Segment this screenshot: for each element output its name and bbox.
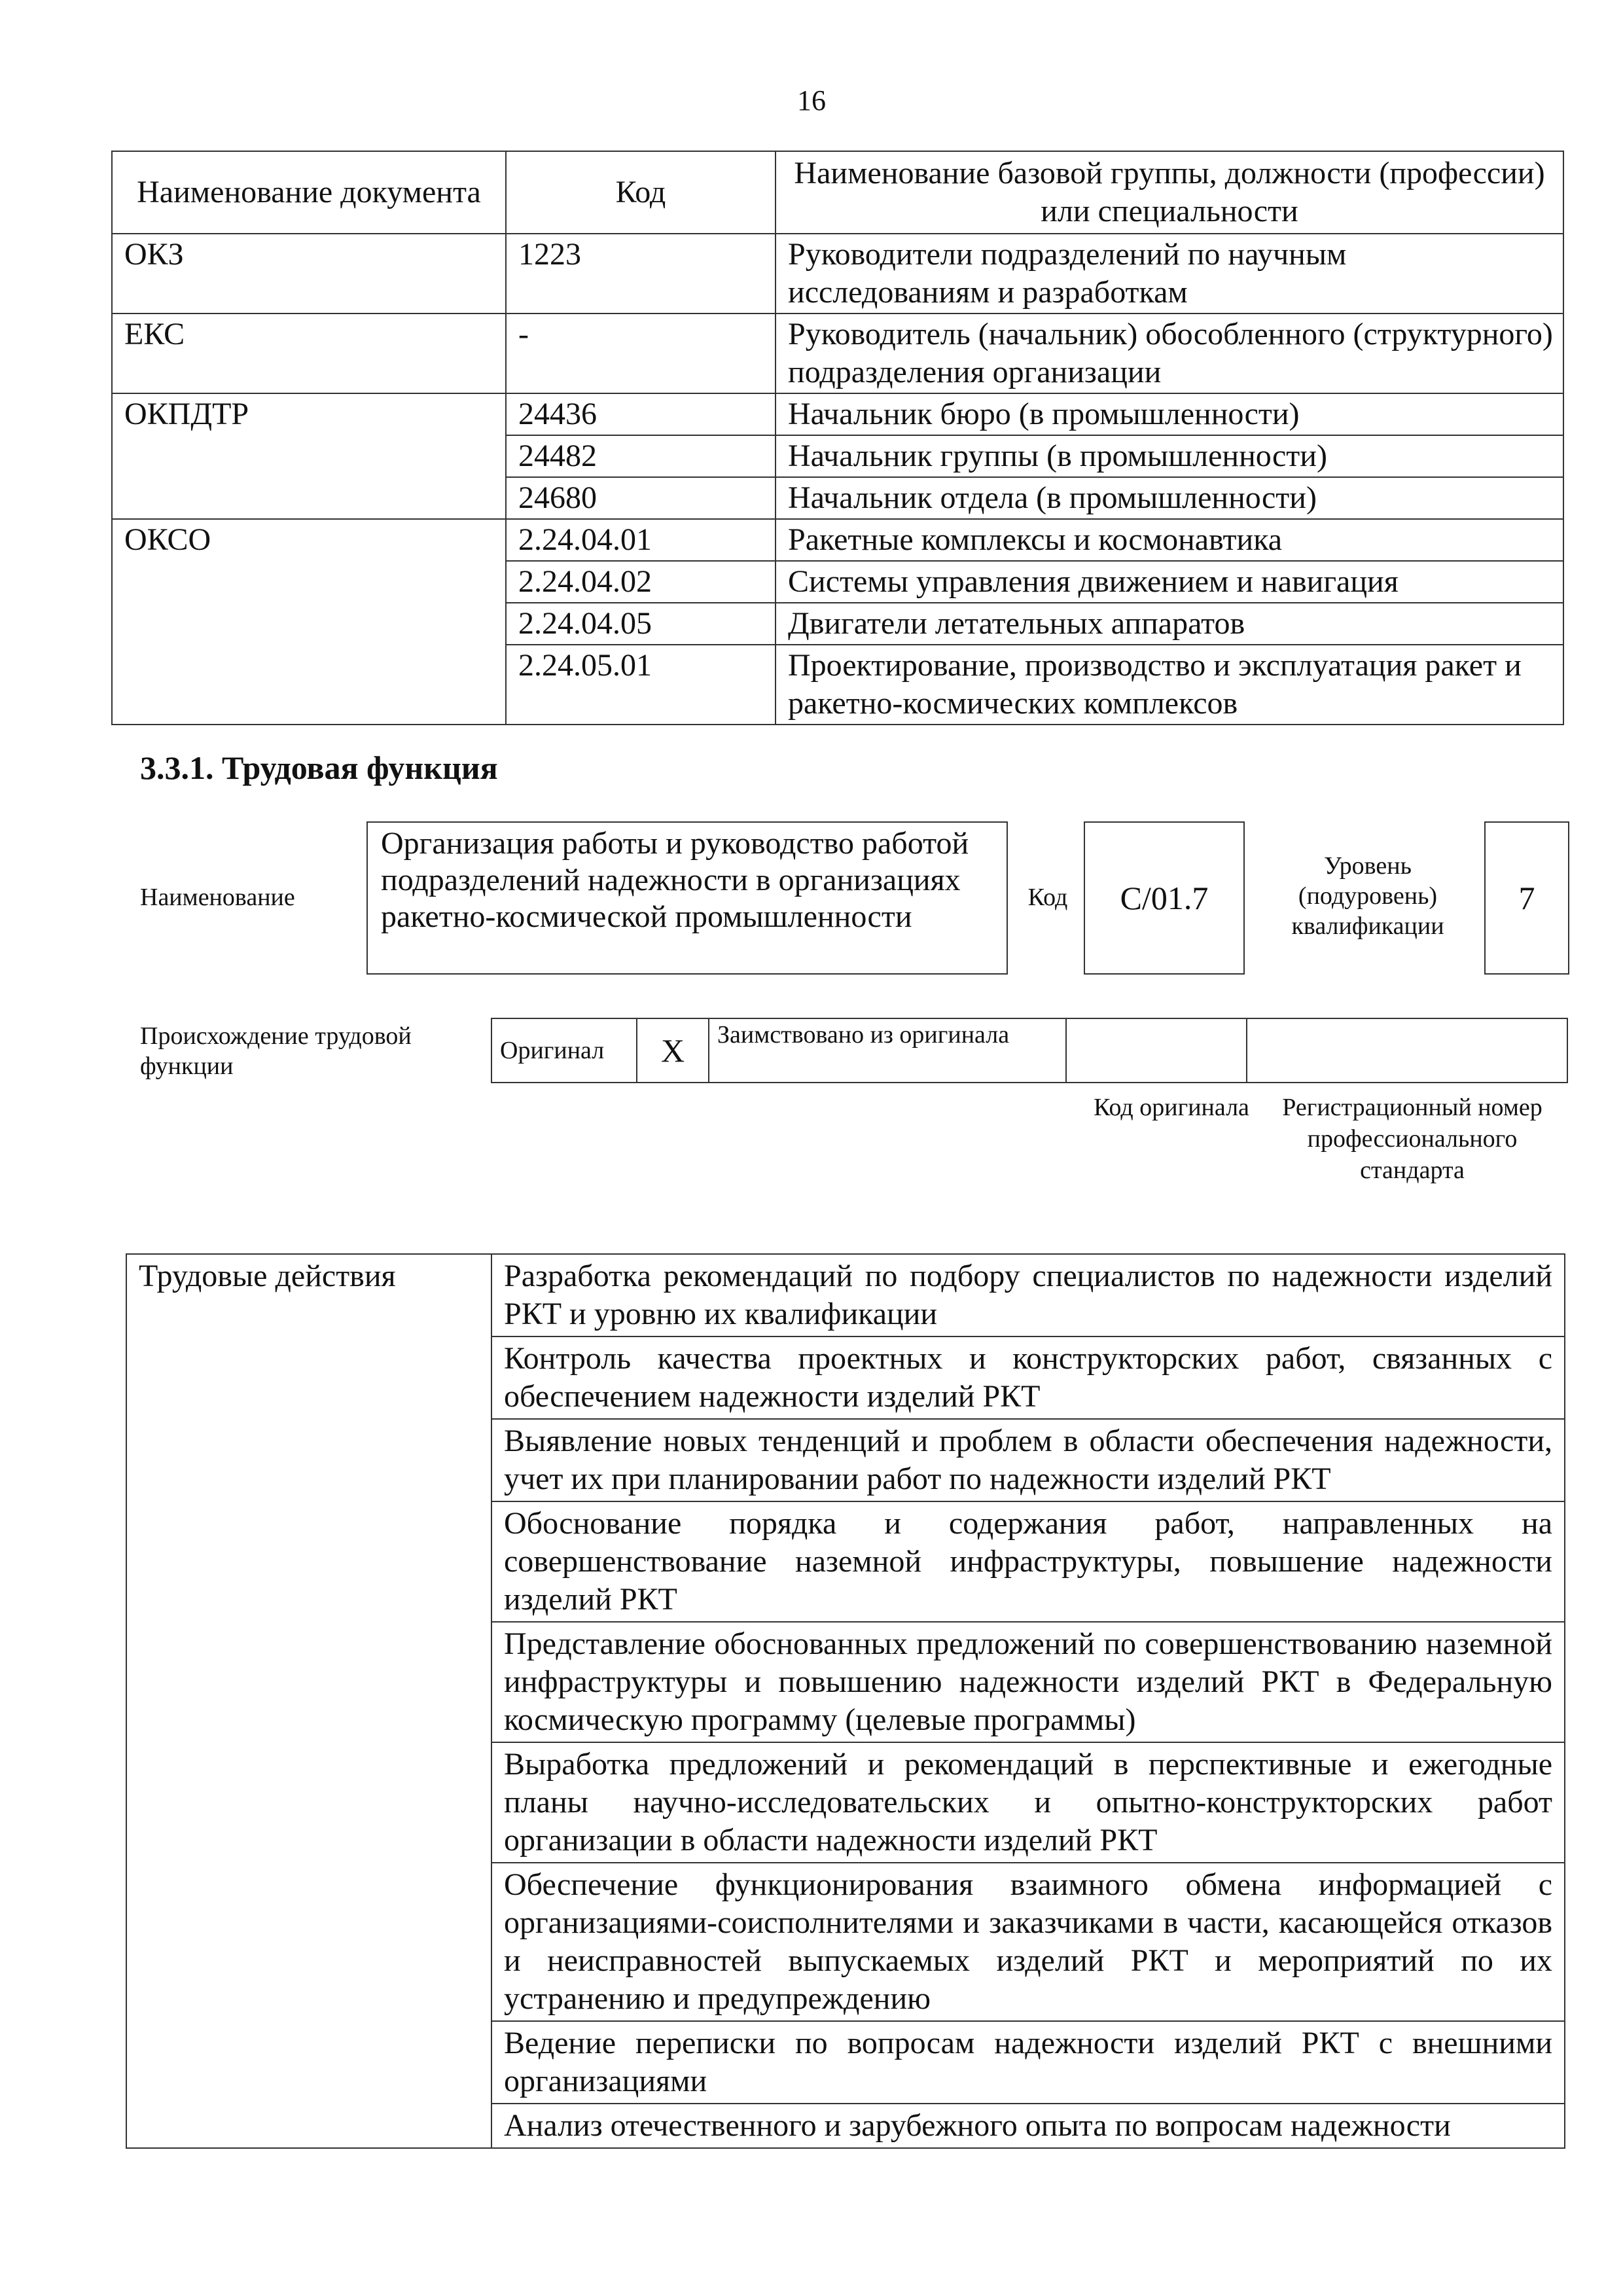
code-cell: 1223 — [506, 234, 776, 314]
doc-cell: ОКСО — [112, 519, 506, 725]
table-row — [112, 314, 1563, 393]
code-cell: 2.24.04.05 — [506, 603, 776, 645]
original-code-cell — [1066, 1018, 1247, 1083]
name-cell: Руководители подразделений по научным исследованиям и разработкам — [776, 234, 1563, 314]
code-cell: 24436 — [506, 393, 776, 435]
doc-cell: ОКЗ — [112, 234, 506, 314]
name-cell: Проектирование, производство и эксплуатация ракет и ракетно-космических комплексов — [776, 645, 1563, 725]
registration-number-cell — [1247, 1018, 1567, 1083]
header-document-name: Наименование документа — [112, 151, 506, 234]
code-label: Код — [1027, 884, 1068, 911]
doc-cell: ЕКС — [112, 314, 506, 393]
doc-cell: ОКПДТР — [112, 393, 506, 519]
function-name-box: Организация работы и руководство работой подразделений надежности в организациях ракетно-космической промышленности — [366, 821, 1008, 975]
classification-table — [111, 151, 1564, 725]
origin-label: Происхождение трудовой функции — [140, 1022, 412, 1080]
labor-action: Обоснование порядка и содержания работ, направленных на совершенствование наземной инфраструктуры, повышение надежности изделий РКТ — [491, 1501, 1565, 1622]
code-caption: Код оригинала — [1094, 1094, 1249, 1121]
header-group-name: Наименование базовой группы, должности (профессии) или специальности — [776, 151, 1563, 234]
name-label: Наименование — [140, 884, 295, 911]
code-cell: - — [506, 314, 776, 393]
page-number: 16 — [797, 84, 826, 117]
table-row — [112, 519, 1563, 561]
code-cell: 2.24.04.01 — [506, 519, 776, 561]
borrowed-label: Заимствовано из оригинала — [709, 1018, 1066, 1083]
labor-action: Анализ отечественного и зарубежного опыта по вопросам надежности — [491, 2104, 1565, 2148]
labor-action: Разработка рекомендаций по подбору специалистов по надежности изделий РКТ и уровню их квалификации — [491, 1254, 1565, 1336]
name-cell: Ракетные комплексы и космонавтика — [776, 519, 1563, 561]
labor-action: Выработка предложений и рекомендаций в перспективные и ежегодные планы научно-исследовательских и опытно-конструкторских работ организации в области надежности изделий РКТ — [491, 1742, 1565, 1863]
labor-actions-table — [126, 1253, 1565, 2149]
table-row — [112, 234, 1563, 314]
function-code-box: С/01.7 — [1084, 821, 1245, 975]
code-cell: 2.24.04.02 — [506, 561, 776, 603]
name-cell: Двигатели летательных аппаратов — [776, 603, 1563, 645]
labor-action: Обеспечение функционирования взаимного обмена информацией с организациями-соисполнителями и заказчиками в части, касающейся отказов и неисправностей выпускаемых изделий РКТ и мероприятий по их устранению и предупреждению — [491, 1863, 1565, 2021]
origin-row — [491, 1018, 1567, 1083]
labor-action: Контроль качества проектных и конструкторских работ, связанных с обеспечением надежности изделий РКТ — [491, 1336, 1565, 1419]
table-header-row — [112, 151, 1563, 234]
code-cell: 2.24.05.01 — [506, 645, 776, 725]
origin-table — [491, 1018, 1568, 1083]
table-row — [112, 393, 1563, 435]
original-label: Оригинал — [491, 1018, 637, 1083]
original-mark: Х — [637, 1018, 709, 1083]
labor-action: Ведение переписки по вопросам надежности изделий РКТ с внешними организациями — [491, 2021, 1565, 2104]
level-value-box: 7 — [1484, 821, 1569, 975]
name-cell: Руководитель (начальник) обособленного (структурного) подразделения организации — [776, 314, 1563, 393]
section-heading: 3.3.1. Трудовая функция — [140, 749, 498, 786]
name-cell: Системы управления движением и навигация — [776, 561, 1563, 603]
labor-action: Выявление новых тенденций и проблем в области обеспечения надежности, учет их при планировании работ по надежности изделий РКТ — [491, 1419, 1565, 1501]
level-label: Уровень (подуровень) квалификации — [1291, 852, 1444, 940]
name-cell: Начальник бюро (в промышленности) — [776, 393, 1563, 435]
registration-caption: Регистрационный номер профессионального стандарта — [1282, 1094, 1543, 1184]
header-code: Код — [506, 151, 776, 234]
table-row — [126, 1254, 1565, 1336]
code-cell: 24482 — [506, 435, 776, 477]
name-cell: Начальник группы (в промышленности) — [776, 435, 1563, 477]
name-cell: Начальник отдела (в промышленности) — [776, 477, 1563, 519]
labor-action: Представление обоснованных предложений по совершенствованию наземной инфраструктуры и повышению надежности изделий РКТ в Федеральную космическую программу (целевые программы) — [491, 1622, 1565, 1742]
code-cell: 24680 — [506, 477, 776, 519]
labor-actions-label: Трудовые действия — [126, 1254, 491, 2148]
